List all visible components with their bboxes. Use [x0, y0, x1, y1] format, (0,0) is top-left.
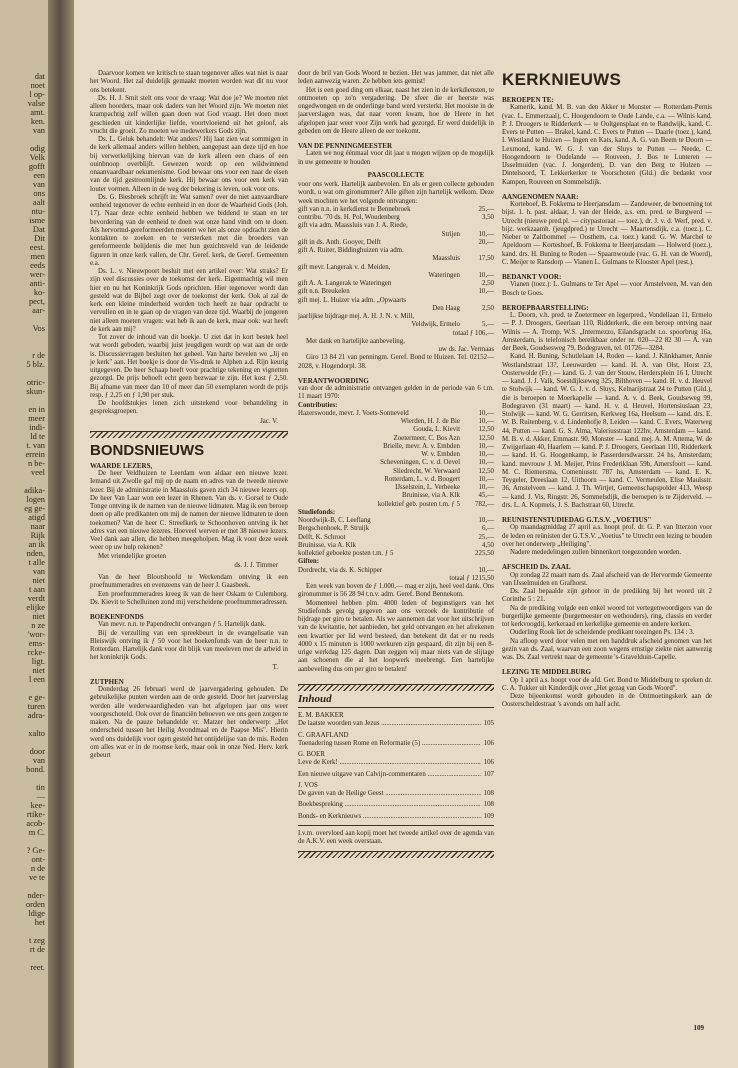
previous-page-text-fragment: rcke- [27, 648, 45, 657]
paragraph: De hoofdstukjes lenen zich uitstekend voor behandeling in gespreksgroepen. [90, 400, 288, 416]
toc-entry [298, 782, 494, 799]
previous-page-text-fragment: Rijk [30, 531, 45, 540]
toc-author: E. M. BAKKER [298, 712, 344, 719]
ledger-amount: 10,— [478, 459, 494, 467]
paragraph: van door de administratie ontvangen gelden in de periode van 6 t.m. 11 maart 1970: [298, 385, 494, 401]
ledger-row [298, 280, 494, 288]
previous-page-text-fragment: turen [27, 702, 45, 711]
paragraph: Korteboef, B. Fokkema te Heerjansdam — Zandeweer, de benoeming tot bijst. 1. h. past. aldaar, J. van der Heide, a.s. em. pred. te Burgwerd — Utrecht (nieuwe pred.pl. — citypastoraat — toez.), dr. J. v. d. Werf, pred. v. bijz. werkzaamh. (jeugdpred.) te Utrecht — Maartensdijk, c.a. (toez.), C. Nieber te Zaltbommel — Oosthem, c.a. toez.) kand. G. W. Marchel te Apeldoorn — Korteshoef, B. Fokkema te Heerjansdam — Holwerd (toez.), kand. drs. H. Buning te Roden — Spaarnwoude (vac. G. H. van de Woerd), C. Meijer te Ransdorp — Vianen L. Gulmans te Klooster Apel (rest.). [502, 201, 712, 266]
toc-author: C. GRAAFLAND [298, 731, 349, 739]
toc-article-title: Toenadering tussen Rome en Reformatie (5) ..... [298, 740, 481, 748]
ledger-row [298, 214, 494, 222]
ledger-description: IJsselstein, L. Verbeeke [395, 484, 460, 491]
ledger-row [298, 418, 494, 426]
ledger-row [298, 484, 494, 492]
previous-page-text-fragment: m C. [28, 828, 45, 837]
previous-page-text-fragment: ve te [28, 873, 45, 882]
ledger-row [298, 567, 494, 575]
toc-entry [298, 771, 494, 779]
toc-page-number: 108 [483, 801, 494, 809]
previous-page-text-fragment: valse [27, 99, 45, 108]
signature: uw ds. Jac. Vermaas [438, 346, 494, 353]
paragraph: Ds. G. Biesbroek schrijft in: Wat samen? over de niet aanvaardbare eenheid tegenover de echte eenheid in en door de Waarheid Gods (Joh. 17). Naar deze echte eenheid hebben we biddend te staan en ter bevordering van de eenheid te doen wat onze hand vindt om te doen. Als hervormd-gereformeerden moeten we het als onze opdracht zien de kontakten te zoeken en te versterken met die broeders van gereformeerde belijdenis die met hun gezichtsveld van de leidende figuren in onze kerk vallen, de Chr. Geref. kerk, de Geref. Gemeenten e.a. [90, 193, 288, 267]
ledger-description: Delft, K. Schroot [298, 533, 346, 541]
ledger-description: Gouda, L. Kievit [413, 426, 460, 434]
ledger-amount: 10,— [478, 566, 494, 574]
ledger-row [298, 476, 494, 484]
ledger-description: Zoetermeer, C. Bos Azn [393, 434, 460, 442]
previous-page-text-fragment: en in [28, 405, 45, 414]
ledger-description: Bruinisse, via A. Klk [402, 492, 460, 500]
previous-page-text-fragment: anti- [29, 279, 45, 288]
ledger-amount: 2,50 [481, 280, 494, 287]
previous-page-text-fragment: elijke [26, 603, 45, 612]
ledger-row [298, 468, 494, 476]
column-middle [298, 70, 494, 862]
ledger-row [298, 550, 494, 558]
subheading: BEROEPBAARSTELLING: [502, 303, 589, 312]
previous-page-text-fragment: niet [32, 666, 45, 675]
previous-page-text-fragment: ntu- [31, 207, 45, 216]
subheading: WAARDE LEZERS, [90, 461, 153, 470]
ledger-row [298, 305, 494, 313]
previous-page-fragment [0, 0, 48, 1068]
ledger-row [298, 435, 494, 443]
ledger-amount: 10,— [478, 442, 494, 450]
toc-page-number: 108 [483, 790, 494, 797]
paragraph: Ds. Zaal bepaalde zijn gehoor in de prediking bij het woord uit 2 Corinthe 5 : 21. [502, 588, 712, 604]
paragraph: Daarvoor komen we kritisch te staan tegenover alles wat niet is naar het Woord. Het zal duidelijk gemaakt moeten worden wat dit nu voor ons betekent. [90, 70, 288, 94]
previous-page-text-fragment: niet [32, 576, 45, 585]
toc-entry [298, 712, 494, 729]
previous-page-text-fragment: aar- [32, 306, 45, 315]
previous-page-text-fragment: rt de [29, 945, 45, 954]
ledger-amount: 10,— [478, 517, 494, 524]
ledger-description: Brielle, mevr. A. v. Embden [383, 442, 460, 450]
previous-page-text-fragment: orden [25, 900, 45, 909]
ledger-amount [460, 222, 494, 230]
previous-page-text-fragment: ? Ge- [26, 846, 45, 855]
ledger-row [298, 222, 494, 230]
previous-page-text-fragment: verdt [27, 594, 45, 603]
ledger-amount [460, 313, 494, 321]
ledger-row [298, 313, 494, 321]
previous-page-text-fragment: Dat [32, 225, 45, 234]
toc-page-number: 109 [483, 812, 494, 820]
ledger-row [298, 297, 494, 305]
subheading: ZUTPHEN [90, 677, 124, 686]
previous-page-text-fragment: amt. [30, 108, 45, 117]
ledger-amount: 10,— [478, 409, 494, 417]
toc-author: G. BOER [298, 751, 325, 758]
previous-page-text-fragment: van [32, 567, 45, 576]
ledger-description: jaarlijkse bijdrage mej. A. H. J. N. v. Mill, [298, 313, 415, 320]
ledger-amount: 20,— [478, 238, 494, 246]
paragraph: Deze bijeenkomst wordt gehouden in de Ontmoetingskerk aan de Oosterscheldestraat 's avonds om half acht. [502, 693, 712, 709]
previous-page-text-fragment: ldige [28, 909, 45, 918]
previous-page-text-fragment: t zeg [28, 936, 45, 945]
ledger-description: gift in ds. Anth. Gooyer, Delft [298, 238, 381, 246]
subheading: REUNISTENSTUDIEDAG G.T.S.V. „VOETIUS" [502, 516, 652, 524]
previous-page-text-fragment: n de [30, 864, 45, 873]
column-right [502, 70, 712, 710]
previous-page-text-fragment: een [33, 171, 45, 180]
ledger-amount: 25,— [478, 205, 494, 213]
toc-page-number: 107 [483, 770, 494, 778]
previous-page-text-fragment: atigd [28, 513, 45, 522]
previous-page-text-fragment: wer- [29, 270, 45, 279]
ledger-description: Hazerswoude, mevr. J. Voets-Sonneveld [298, 409, 409, 417]
previous-page-text-fragment: men [30, 252, 45, 261]
subheading: VAN DE PENNINGMEESTER [298, 142, 392, 150]
ledger-description: gift mej. L. Huizer via adm. „Opwaarts [298, 296, 407, 304]
signature: ds. J. J. Timmer [234, 561, 278, 569]
paragraph: Op 1 april a.s. hoopt voor de afd. Ger. Bond te Middelburg te spreken dr. C. A. Tukker uit Kinderdijk over „Het gezag van Gods Woord". [502, 676, 712, 692]
toc-page-number: 106 [483, 739, 494, 747]
previous-page-text-fragment: nder- [27, 891, 45, 900]
studiefonds-ledger [298, 517, 494, 558]
previous-page-text-fragment: pect, [28, 297, 45, 306]
toc-article-title: De gaven van de Heilige Geest ..... [298, 790, 481, 798]
ledger-amount: 10,— [478, 288, 494, 296]
ledger-amount: 2,50 [481, 304, 494, 312]
previous-page-text-fragment: ko- [33, 288, 45, 297]
ledger-description: kollektief geb. posten t.m. ƒ 5 [377, 500, 460, 508]
previous-page-text-fragment: acob- [26, 819, 45, 828]
subheading: VERANTWOORDING [298, 376, 369, 385]
ledger-row [298, 451, 494, 459]
divider [298, 825, 494, 826]
paragraph: Van de heer Blootshoofd te Werkendam ontving ik een proefnummeradres en evenzeens van de heer J. Gaasbeek. [90, 574, 288, 590]
previous-page-text-fragment: nden, [26, 549, 45, 558]
ledger-amount: 45,— [478, 492, 494, 500]
previous-page-text-fragment: kee- [30, 801, 45, 810]
previous-page-text-fragment: otric- [26, 378, 45, 387]
paragraph: Op maandagmiddag 27 april a.s. hoopt prof. dr. G. P. van Itterzon voor de leden en reünisten der G.T.S.V. „Voetius" te Utrecht een lezing te houden over het onderwerp „Heiliging". [502, 524, 712, 548]
ledger-heading: Studiefonds: [298, 508, 336, 516]
previous-page-text-fragment: rtike- [26, 810, 45, 819]
ledger-row [298, 459, 494, 467]
paragraph: Na de prediking volgde een enkel woord tot vertegenwoordigers van de burgerlijke gemeente (burgemeester en wethouders), ring, classis en verder tot kerkvoogdij, kerkeraad en kerkelijke gemeente en andere kerken. [502, 604, 712, 628]
previous-page-text-fragment: dat [34, 72, 45, 81]
previous-page-text-fragment: naar [30, 522, 45, 531]
ledger-row [298, 410, 494, 418]
ledger-row [298, 542, 494, 550]
paragraph: Bij de verzulling van een spreekbeurt in de evangelisatie van Bleiswijk ontving ik ƒ 50 voor het boekenfonds van de heer n.n. te Rotterdam. Hartelijk dank voor dit blijk van meeleven met de arbeid in het koninkrijk Gods. [90, 629, 288, 662]
ledger-amount: 10,— [478, 475, 494, 483]
previous-page-text-fragment: door [29, 747, 45, 756]
ledger-amount: 12,50 [478, 434, 494, 442]
subheading: AFSCHEID Ds. ZAAL [502, 563, 571, 572]
previous-page-text-fragment: bond. [26, 765, 45, 774]
book-gutter [48, 0, 74, 1068]
paragraph: Laten we nog éénmaal voor dit jaar u mogen wijzen op de mogelijk in uw gemeente te houden [298, 150, 494, 166]
ledger-description: Wateringen [428, 271, 460, 279]
paragraph: Met dank en hartelijke aanbeveling, [306, 337, 405, 345]
paragraph: Op zondag 22 maart nam ds. Zaal afscheid van de Hervormde Gemeente van IJsselmuiden en Grafhorst. [502, 571, 712, 587]
ledger-amount: 782,— [475, 500, 494, 508]
paragraph: Momenteel hebben plm. 4000 leden of begunstigers van het Studiefonds gevolg gegeven aan ons verzoek de kontributie of bijdrage per giro te betalen. Als we aannemen dat voor het uitschrijven van de kwitantie, het aanbieden, het geld ontvangen en het afrekenen een kwartier per lid werd besteed, dan betekent dit dat er nu reeds 4000 x 15 minuten is 1000 werkuren zijn gespaard, dit zijn bij een 8-urige werkdag 125 dagen. Dan zeggen wij maar niets van de slijtage aan schoenen die al het loopwerk meebrengt. Een hartelijke aanbeveling dus om per giro te betalen! [298, 599, 494, 673]
previous-page-text-fragment: van [32, 180, 45, 189]
gifts-ledger [298, 206, 494, 330]
ledger-row [298, 206, 494, 214]
page-number: 109 [693, 1024, 704, 1032]
ledger-row [298, 247, 494, 255]
paragraph: Nadere mededelingen zullen binnenkort toegezonden worden. [510, 549, 682, 556]
ledger-row [298, 492, 494, 500]
previous-page-text-fragment: van [32, 126, 45, 135]
previous-page-text-fragment: gofft [28, 162, 45, 171]
previous-page-text-fragment: an ik [28, 540, 45, 549]
paragraph: Donderdag 26 februari werd de jaarvergadering gehouden. De gebruikelijke punten werden aan de orde gesteld. Door het jaarverslag werden alle wederwaardigheden van het afgelopen jaar ons weer voorgeschoteld. Ook over de financiën behoeven we ons geen zorgen te maken. Na de pauze behandelde vr. Matzer het onderwerp: „Het onderscheid tussen het Heilig Avondmaal en de Paapse Mis". Hierin werd ons duidelijk voor ogen gesteld het ontijdelijse van de mis. Reden om alles wat er in de roomse kerk, maar ook in onze Ned. Herv. kerk gebeurt [90, 686, 288, 759]
ledger-row [298, 264, 494, 272]
decorative-divider [298, 684, 494, 691]
previous-page-text-fragment: Vos [32, 324, 45, 333]
previous-page-text-fragment: het [34, 918, 45, 927]
toc-article-title: Boekbespreking ..... [298, 801, 481, 809]
previous-page-text-fragment: 'wor- [27, 630, 45, 639]
signature: Jac. V. [260, 417, 278, 425]
previous-page-text-fragment: eest. [29, 243, 45, 252]
toc-author: J. VOS [298, 781, 318, 789]
previous-page-text-fragment: ems- [28, 639, 45, 648]
paragraph: Kand. H. Buning, Schutlelaan 14, Roden — kand. J. Klinkhamer, Annie Westlandstraat 13?, Leeuwarden — kand. H. A. van Olst, Horst 23, Oosterwolde (Fr.) — kand. G. J. van der Stouw, Herdersplein 16 I, Utrecht — kand. J. J. Valk, Soestdijkseweg 325, Bilthoven — kand. H. v. d. Heuvel te Stolwijk — kand. W. G. J. v. d. Sluys, Kelnarijstraat 24 te Putten (Gld.), die is beroepen te Moerkapelle — kand. A. v. d. Beek, Goudseweg 99, Bodegraven (31 maart) — kand. H. v. d. Heuvel, Hortensiuslaan 23, Stolwijk — kand. W. G. Gerritsen, Kerkweg 16a, Heelsum — kand. drs. E. W. B. Ruitenberg, v. d. Lindenhofje 8, Leiden — kand. C. Evers, Waterweg 44, Putten — kand. G. S. Alma, Valeriusstraat 122hv, Amsterdam — kand. M. B. v. d. Akker, Emmastr. 90, Monster — kand. mej. A. M. Attema, W. de Zwijgerlaan 40, Haarlem — kand. P. J. Droogers, Geerlaan 110, Ridderkerk — kand. H. G. Hoogenkamp, le Passerdersdwarsstr. 24 hs, Amsterdam; kand. mevrouw J. M. Meijer, Prins Frederiklaan 59b, Amersfoort — kand. M. C. Riemersma, Comeniusstr. 787 hs, Amsterdam — kand. E. K. Teygeler, Dreeslaan 12, Uithoorn — kand. C. Vermeulen, Elise Maulsstr. 36, Amstelveen — kand. J. Th. Wirtjet, Gemeenschapspolder 413, Weesp — kand. J. Vis, Ringstr. 26, Sommelsdijk, die beroepen is te Zijderveld. — drs. L. A. Kopmels, J. S. Bachstraat 60, Utrecht. [502, 353, 712, 509]
ledger-description: Noordwijk-B, C. Leeflang [298, 517, 371, 524]
ledger-description: gift via adm. Maassluis van J. A. Riede, [298, 222, 408, 230]
ledger-description: Dordrecht, via ds. K. Schipper [298, 566, 383, 574]
signature: T. [272, 663, 278, 671]
ledger-amount: 12,50 [478, 426, 494, 434]
paragraph: voor ons werk. Hartelijk aanbevolen. En als er geen collecte gehouden wordt, u wat om gironummer? Alle giften zijn hartelijk welkom. Deze week mochten we het volgende ontvangen: [298, 181, 494, 205]
paragraph: door de bril van Gods Woord te bezien. Het was jammer, dat niet alle leden aanwezig waren. Ze hebben iets gemist! [298, 70, 494, 86]
ledger-description: contribu. '70 ds. H. Pol, Woudenberg [298, 214, 400, 221]
previous-page-text-fragment: indi- [29, 423, 45, 432]
total: totaal ƒ 1215,50 [449, 574, 494, 582]
ledger-amount: 12,50 [478, 467, 494, 475]
paragraph: De heer Veldhuizen te Leerdam won aldaar een nieuwe lezer. Iemand uit Zwolle gaf mij op de naam en adres van de tweede nieuwe lezer. Bij de administratie in Maassluis gaven zich 34 nieuwe lezers op. De heer Van Laar won een lezer in Rhenen. Van ds. v. Gorsel te Oude Tonge ontving ik de namen van de nieuwe lidmaten. Mag ik een beroep doen op alle predikanten om mij de namen der nieuwe lidmaten te doen toekomen? Van de heer C. Streefkerk te Schoonhoven ontving ik het adres van een nieuwe lezeres. Hoeveel werven er met 38 nieuwe lezers. Veel dank aan allen, die hebben meegeholpen. Mag ik voor deze week weer op uw hulp rekenen? [90, 470, 288, 552]
previous-page-text-fragment: l een [28, 675, 45, 684]
magazine-page [74, 0, 738, 1068]
ledger-amount: 5,— [481, 321, 494, 329]
previous-page-text-fragment: ligt. [31, 657, 45, 666]
ledger-description: Rotterdam, L. v. d. Boogert [384, 475, 460, 483]
ledger-row [298, 272, 494, 280]
previous-page-text-fragment: n ze [31, 621, 45, 630]
ledger-row [298, 534, 494, 542]
decorative-divider [298, 851, 494, 858]
previous-page-text-fragment: l op- [29, 90, 45, 99]
ledger-row [298, 501, 494, 509]
previous-page-text-fragment: niet [32, 612, 45, 621]
paragraph: Ouderling Rook liet de scheidende predikant toezingen Ps. 134 : 3. [510, 629, 695, 637]
section-title-bondsnieuws: BONDSNIEUWS [90, 441, 205, 459]
paragraph: Vianen (toez.): L. Gulmans te Ter Apel — voor Amstelveen, M. van den Bosch te Goes. [502, 281, 712, 297]
toc-article-title: Een nieuwe uitgave van Calvijn-commentaren ..... [298, 771, 481, 779]
ledger-amount: 10,— [478, 484, 494, 491]
ledger-description: Strijen [441, 230, 460, 238]
ledger-amount [460, 264, 494, 272]
previous-page-text-fragment: n be- [28, 459, 45, 468]
subheading: LEZING TE MIDDELBURG [502, 668, 591, 677]
previous-page-text-fragment: noet [30, 81, 45, 90]
paragraph: Het is een goed ding om elkaar, naast het zien in de kerkdiensten, te ontmoeten op zo'n vergadering. De sfeer die er heerste was ongedwongen en de onderlinge band werd versterkt. Het mooiste in de jaarverslagen was, dat naar voren kwam, hoe de Heere in het afgelopen jaar weer voor Zijn werk had gezorgd. Er werd duidelijk in gebeden om de Heere alleen de eer toekomt. [298, 86, 494, 135]
ledger-description: Wierden, H. J. de Bie [400, 418, 460, 425]
previous-page-text-fragment: Dit [34, 234, 45, 243]
previous-page-text-fragment: t alle [28, 558, 45, 567]
subheading: BOEKENFONDS [90, 613, 144, 621]
previous-page-text-fragment: 5 blz. [26, 360, 45, 369]
ledger-description: Den Haag [432, 304, 460, 312]
ledger-description: gift mevr. Langerak v. d. Meiden, [298, 263, 391, 271]
ledger-heading: Giften: [298, 558, 320, 566]
toc-note: I.v.m. overvloed aan kopij moet het tweede artikel over de agenda van de A.K.V. een week overstaan. [298, 829, 494, 845]
toc-entry [298, 813, 494, 821]
ledger-description: Maassluis [432, 255, 460, 263]
toc-article-title: De laatste woorden van Jezus ..... [298, 720, 481, 728]
ledger-amount: 10,— [478, 271, 494, 279]
column-left [90, 70, 288, 760]
paragraph: L. Doorn, v.h. pred. te Zoetermeer en legerpred., Vondellaan 11, Ermelo — P. J. Droogers, Geerlaan 110, Ridderkerk, die een beroep ontving naar Wilnis — A. Tromp, W.S. „Intermezzo, Eilandsgracht t.o. spoorbrug 16a, Amsterdam, is telefonisch bereikbaar onder nr. 020—22 82 30 — A. van der Beek, Goudsesweg 79, Bodegraven, tel. 01726—3284. [502, 312, 712, 352]
previous-page-text-fragment: ld te [30, 432, 45, 441]
subheading-centered: PAASCOLLECTE [367, 170, 425, 179]
ledger-row [298, 255, 494, 263]
paragraph: Ds. L. Geluk behandelt: Wat anders? Hij laat zien wat sommigen in de kerk allemaal anders willen hebben, aangepast aan deze tijd en hoe bij verwerkelijking hiervan van de kerk alleen een chaos of een ouinbnoop overblijft. Gewezen wordt op een wildwinnend onaanvaardbaar oekumenisme. God bewaar ons voor een naar de eisen van de tijd gestroomlijnde kerk. Hij bewaar ons voor een kerk van louter vormen. Alleen in de weg der bekering is leven, ook voor ons. [90, 136, 288, 193]
ledger-row [298, 288, 494, 296]
ledger-description: kollektief geboekte posten t.m. ƒ 5 [298, 550, 394, 557]
previous-page-text-fragment: isme [29, 216, 45, 225]
previous-page-text-fragment: t aan [28, 585, 45, 594]
ledger-row [298, 239, 494, 247]
previous-page-text-fragment: reet. [30, 963, 45, 972]
previous-page-text-fragment: adika- [24, 486, 45, 495]
ledger-amount: 10,— [478, 451, 494, 458]
ledger-description: Bergschenhoek, P. Struijk [298, 525, 370, 533]
ledger-amount: 225,50 [475, 550, 494, 557]
section-title-kerknieuws: KERKNIEUWS [502, 70, 622, 89]
toc-entry [298, 751, 494, 768]
subheading: BEROEPEN TE: [502, 96, 554, 104]
ledger-heading: Contributies: [298, 401, 338, 409]
previous-page-text-fragment: eeds [30, 261, 45, 270]
ledger-row [298, 231, 494, 239]
subheading: BEDANKT VOOR: [502, 273, 562, 281]
ledger-row [298, 517, 494, 525]
decorative-divider [90, 431, 288, 438]
previous-page-text-fragment: Velk [29, 153, 45, 162]
ledger-amount: 4,50 [481, 541, 494, 549]
toc-article-title: Leve de Kerk! ..... [298, 759, 481, 767]
toc-entry [298, 801, 494, 809]
ledger-row [298, 443, 494, 451]
ledger-amount [460, 297, 494, 305]
previous-page-text-fragment: adra- [27, 711, 45, 720]
previous-page-text-fragment: e ge- [28, 693, 45, 702]
previous-page-text-fragment: tin [36, 783, 45, 792]
previous-page-text-fragment: van [32, 756, 45, 765]
previous-page-text-fragment: — [36, 792, 45, 801]
paragraph: Na afloop werd door velen met een handdruk afscheid genomen van het gezin van ds. Zaal, waarvan een zoon wegens ernstige ziekte niet aanwezig was. Ds. Zaal vertrekt naar de gemeente 's-Gravelduin-Capelle. [502, 637, 712, 661]
previous-page-text-fragment: eg ge- [24, 504, 45, 513]
previous-page-text-fragment: logen [26, 495, 45, 504]
ledger-amount: 6,— [481, 525, 494, 533]
previous-page-text-fragment: veel [31, 468, 45, 477]
paragraph: Een week van boven de ƒ 1.000,— mag er zijn, heel veel dank. Ons gironummer is 56 28 94 t.n.v. adm. Geref. Bond Bennekom. [298, 583, 494, 599]
paragraph: Met vriendelijke groeten [98, 552, 167, 560]
ledger-amount: 3,50 [481, 214, 494, 221]
ledger-description: Sliedrecht, W. Verwaard [393, 467, 460, 475]
divider [298, 707, 494, 708]
previous-page-text-fragment: xalto [28, 729, 45, 738]
ledger-amount [460, 247, 494, 255]
ledger-description: gift van n.n. in kerkdienst te Bennebroek [298, 205, 411, 213]
previous-page-text-fragment: skun- [26, 387, 45, 396]
previous-page-text-fragment: ont- [31, 855, 45, 864]
toc-entry [298, 732, 494, 749]
toc-page-number: 105 [483, 720, 494, 728]
contributions-ledger [298, 410, 494, 509]
ledger-row [298, 525, 494, 533]
previous-page-text-fragment: t. van [26, 441, 45, 450]
table-of-contents [298, 712, 494, 821]
ledger-row [298, 426, 494, 434]
ledger-amount: 25,— [478, 533, 494, 541]
paragraph: Ds. L. v. Nieuwpoort besluit met een artikel over: Wat straks? Er zijn veel discussies over de toekomst der kerk. Eigenmachtig wil men hier en nu het Koninkrijk Gods oprichten. Hier tegenover wordt dan gesteld wat de Bijbel zegt over de toekomst der kerk. Ook al zal de kerk een kleine minderheid worden toch heeft ze haar opdracht te vervullen en in te gaan op de vragen van deze tijd. Waarbij de jongeren niet alleen moeten vragen: wat heb ik aan de kerk, maar ook: wat heeft de kerk aan mij? [90, 268, 288, 333]
ledger-amount: 10,— [478, 418, 494, 425]
previous-page-text-fragment: errein [25, 450, 45, 459]
ledger-description: Scheveningen, C. v. d. Oevel [380, 459, 460, 467]
toc-title: Inhoud [298, 692, 332, 705]
previous-page-text-fragment: odig [30, 144, 45, 153]
ledger-description: gift n.n. Breukelen [298, 288, 350, 296]
ledger-description: Veldwijk, Ermelo [411, 321, 460, 329]
ledger-description: gift A. A. Langerak te Wateringen [298, 280, 392, 287]
paragraph: Giro 13 84 21 van penningm. Geref. Bond te Huizen. Tel. 02152—2028, v. Hogendorpl. 38. [298, 354, 494, 370]
ledger-row [298, 321, 494, 329]
previous-page-text-fragment: ken. [30, 117, 45, 126]
previous-page-text-fragment: meer [28, 414, 45, 423]
paragraph: Tot zover de inhoud van dit boekje. U ziet dat in kort bestek heel wat wordt geboden, waarbij juist jeugdigen wordt op wat aan de orde is. Discussievragen besluiten het geheel. Van harte bevelen we „Jij en je kerk" aan. Het boekje is door de Vis-druk te Alphen a.d. Rijn keurig uitgegeven. De heer Schaap heeft voor prachtige tekening en vignetten gezorgd. De prijs behoeft echt geen bezwaar te zijn. Het kost ƒ 2,50. Bij afname van meer dan 10 of meer dan 50 exemplaren wordt de prijs resp. ƒ 2,25 en ƒ 1,90 per stuk. [90, 334, 288, 399]
paragraph: Kamerik, kand. M. B. van den Akker te Monster — Rotterdam-Pernis (vac. L. Emmerzaal), C. Hoogendoorn te Oude Lande, c.a. — Wilnis kand. P. J. Droogers te Ridderkerk — te Ooltgensplaat en te Randwijk, kand. C. Evers te Putten — Brakel, kand. C. Evers te Putten — Daarle (toez.), kand. I. Westland te Huizen — Ingen en Kats, kand. A. G. van Beem te Doorn — Lexmond, kand. W. G. J. van der Sluys te Putten — Neede, C. Hoogendoorn te Oudelande — Rouveen, J. Bos te Lunteren — IJsselmuiden (vac. J. Jongerden), D. van den Berg te Hulzen — Dintelsoord, T. Lekkerkerker te Voorschoten (Gld.) die bedankt voor Kampen, Rouveen en Sommelsdijk. [502, 104, 712, 186]
previous-page-text-fragment: ons [33, 189, 45, 198]
paragraph: Van mevr. n.n. te Papendrecht ontvangen ƒ 5. Hartelijk dank. [98, 621, 267, 629]
toc-page-number: 106 [483, 759, 494, 767]
paragraph: Een proefnummeradres kreeg ik van de heer Oskam te Culemborg. Ds. Kievit te Schelluinen zond mij verscheidene proefnummeradressen. [90, 590, 288, 606]
toc-article-title: Bonds- en Kerknieuws ..... [298, 813, 481, 821]
previous-page-text-fragment: r de [32, 351, 45, 360]
total: totaal ƒ 106,— [452, 329, 494, 337]
ledger-description: Bruinisse, via A. Klk [298, 541, 356, 549]
ledger-description: gift A. Ruiter, Biddinghuizen via adm. [298, 247, 404, 254]
ledger-amount: 10,— [478, 230, 494, 238]
ledger-description: W. v. Embden [421, 451, 460, 458]
previous-page-text-fragment: aalt [32, 198, 45, 207]
paragraph: Ds. H. J. Smit stelt ons voor de vraag: Wat doe je? We moeten niet alleen hoorders, maar ook daders van het Woord zijn. We moeten niet krampachtig zelf willen gaan doen wat God vraagt. Het doen moet geschieden uit kinderlijke liefde, voortvloeiend uit het geloof, als vrucht die groeit. Zo moeten we medewerkers Gods zijn. [90, 94, 288, 135]
subheading: AANGENOMEN NAAR: [502, 192, 579, 201]
giften-ledger [298, 567, 494, 575]
ledger-amount: 17,50 [478, 255, 494, 263]
